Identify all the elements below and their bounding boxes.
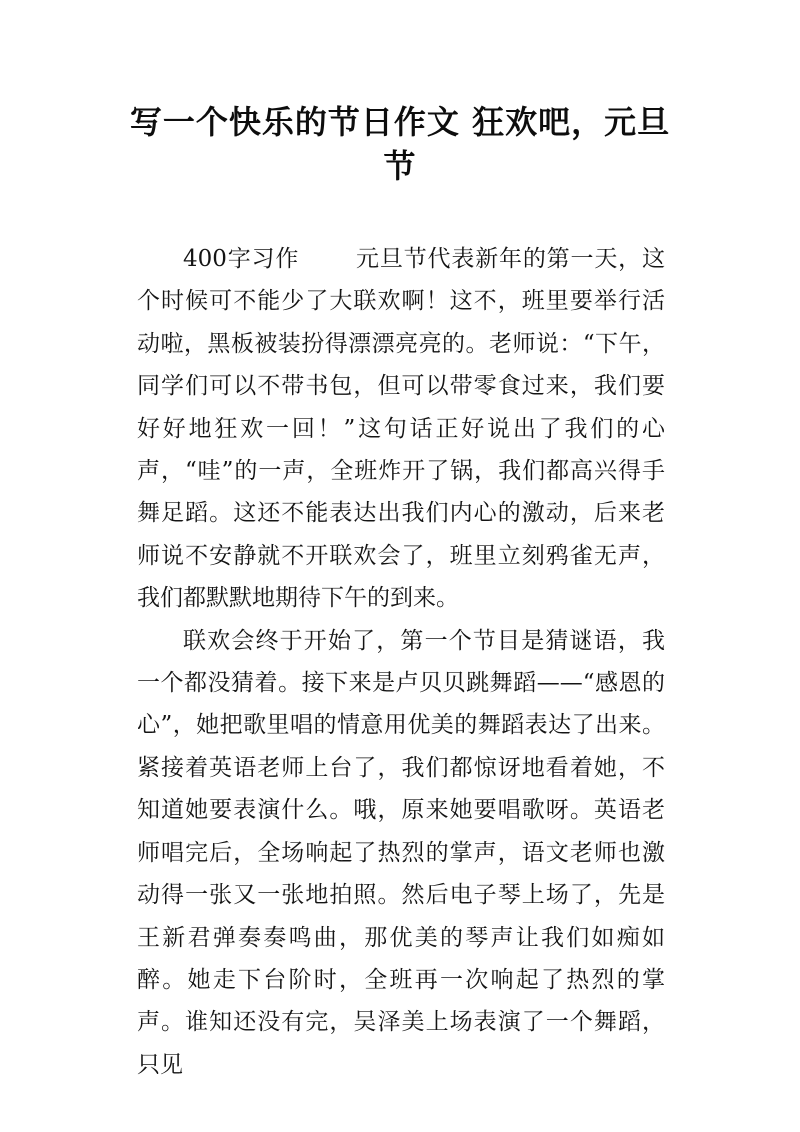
paragraph-1-text: 元旦节代表新年的第一天，这个时候可不能少了大联欢啊！这不，班里要举行活动啦，黑板被装扮得漂漂亮亮的。老师说：“下午，同学们可以不带书包，但可以带零食过来，我们要好好地狂欢一回！”这句话正好说出了我们的心声，“哇”的一声，全班炸开了锅，我们都高兴得手舞足蹈。这还不能表达出我们内心的激动，后来老师说不安静就不开联欢会了，班里立刻鸦雀无声，我们都默默地期待下午的到来。 bbox=[137, 246, 665, 612]
article-body bbox=[137, 238, 665, 1086]
title-line-1: 写一个快乐的节日作文 狂欢吧，元旦 bbox=[129, 103, 671, 141]
intro-label: 400字习作 bbox=[183, 246, 300, 272]
paragraph-2: 联欢会终于开始了，第一个节目是猜谜语，我一个都没猜着。接下来是卢贝贝跳舞蹈——“感恩的心”，她把歌里唱的情意用优美的舞蹈表达了出来。紧接着英语老师上台了，我们都惊讶地看着她，不知道她要表演什么。哦，原来她要唱歌呀。英语老师唱完后，全场响起了热烈的掌声，语文老师也激动得一张又一张地拍照。然后电子琴上场了，先是王新君弹奏奏鸣曲，那优美的琴声让我们如痴如醉。她走下台阶时，全班再一次响起了热烈的掌声。谁知还没有完，吴泽美上场表演了一个舞蹈，只见 bbox=[137, 627, 665, 1078]
title-line-2: 节 bbox=[383, 147, 417, 185]
document-title bbox=[110, 100, 690, 188]
paragraph-1 bbox=[137, 238, 665, 620]
